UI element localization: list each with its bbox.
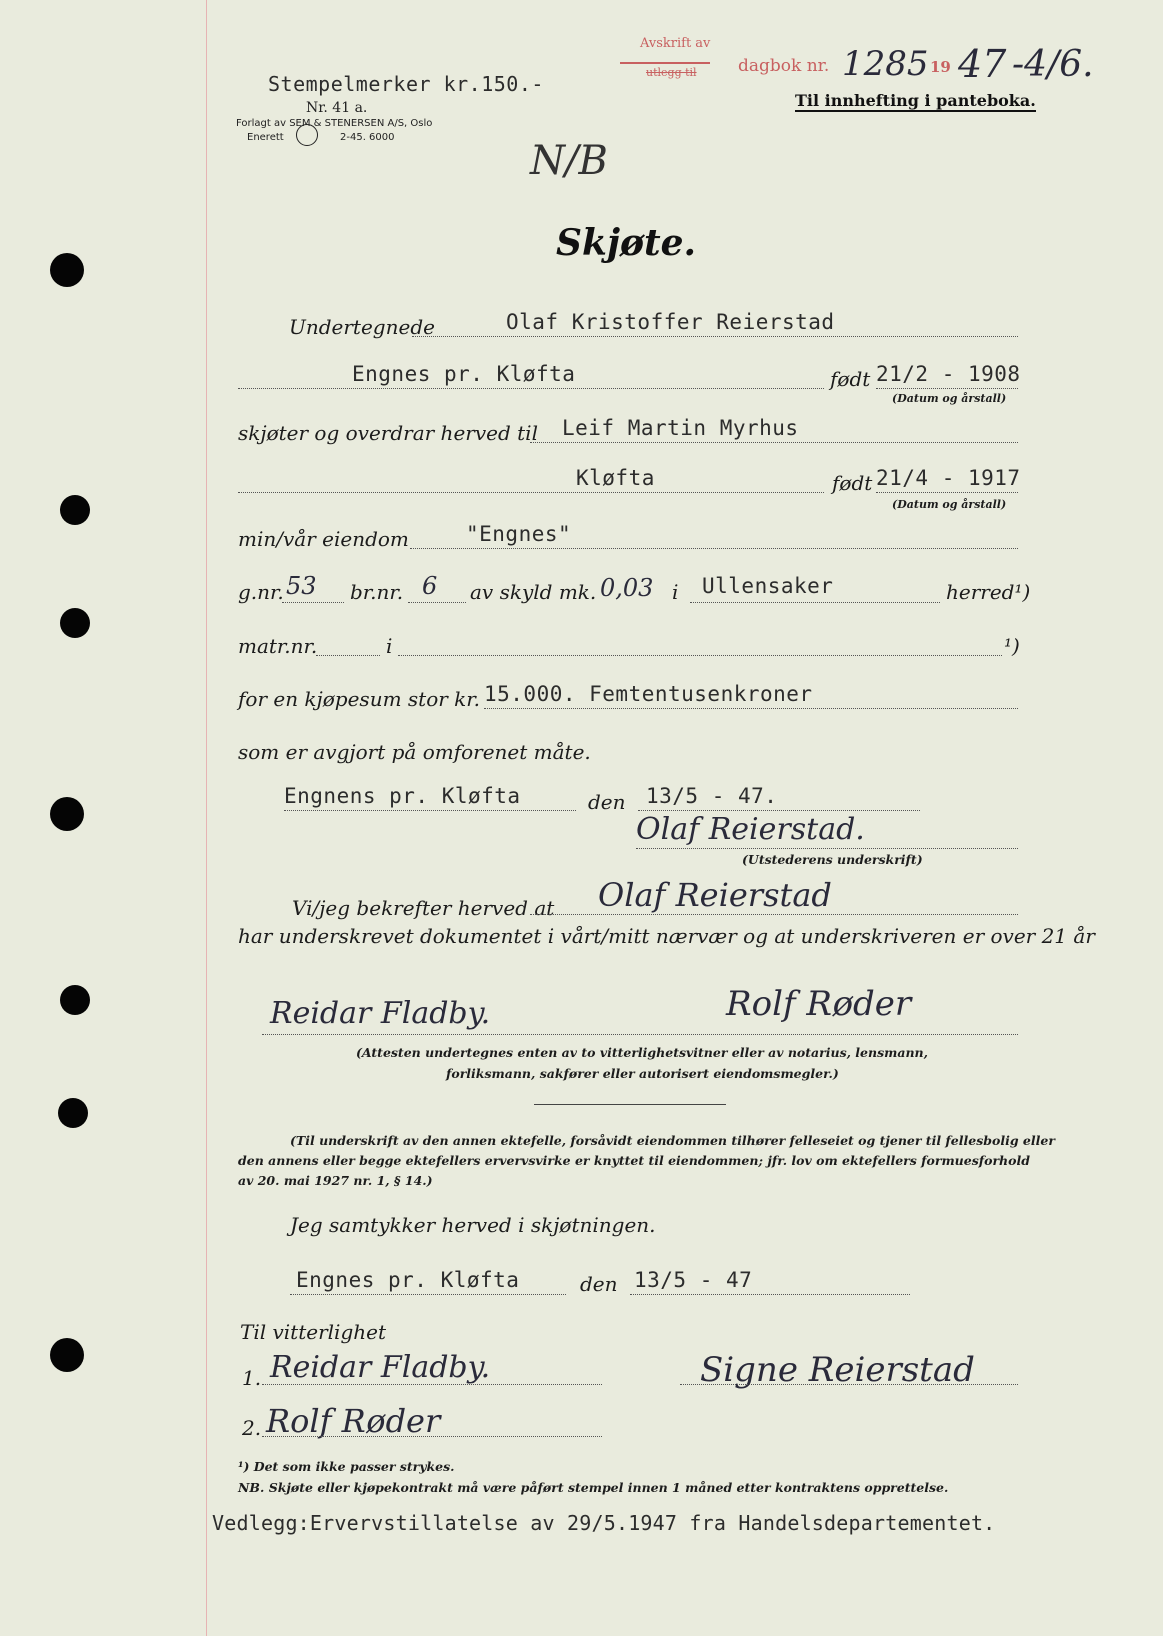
line-price xyxy=(484,708,1018,709)
buyer-datum-note: (Datum og årstall) xyxy=(892,498,1007,511)
skyld-label: av skyld mk. xyxy=(470,580,597,604)
publisher-logo xyxy=(296,124,318,146)
seller-address: Engnes pr. Kløfta xyxy=(352,362,576,386)
line-date-2 xyxy=(630,1294,910,1295)
witness-1-signature-bottom: Reidar Fladby. xyxy=(270,1350,491,1385)
skyld-i-label: i xyxy=(672,580,679,604)
stamp-avskrift: Avskrift av xyxy=(640,36,711,51)
vedlegg-line: Vedlegg:Ervervstillatelse av 29/5.1947 fra Handelsdepartementet. xyxy=(212,1511,996,1535)
buyer-address: Kløfta xyxy=(576,466,655,490)
kjopesum-label: for en kjøpesum stor kr. xyxy=(238,687,481,711)
skyld-value: 0,03 xyxy=(600,574,654,602)
line-witness-1 xyxy=(262,1384,602,1385)
property-name: "Engnes" xyxy=(466,522,572,546)
document-title: Skjøte. xyxy=(556,222,697,264)
innhefting-label: Til innhefting i panteboka. xyxy=(795,91,1036,110)
punch-hole-6 xyxy=(58,1098,88,1128)
line-matr xyxy=(316,655,380,656)
margin-line xyxy=(206,0,207,1636)
publisher-enerett: Enerett xyxy=(247,132,284,143)
matr-label: matr.nr. xyxy=(238,634,318,658)
stamp-utlegg: utlegg til xyxy=(646,66,697,79)
gnr-label: g.nr. xyxy=(238,580,284,604)
publisher-code: 2-45. 6000 xyxy=(340,132,395,143)
bekrefter-label: Vi/jeg bekrefter herved at xyxy=(292,896,555,920)
line-bekrefter xyxy=(530,914,1018,915)
dagbok-date: -4/6. xyxy=(1012,44,1094,85)
brnr-label: br.nr. xyxy=(350,580,404,604)
bekrefter-text: har underskrevet dokumentet i vårt/mitt nærvær og at underskriveren er over 21 år xyxy=(238,924,1095,948)
line-brnr xyxy=(408,602,466,603)
avgjort-text: som er avgjort på omforenet måte. xyxy=(238,740,591,764)
line-seller-signature xyxy=(636,848,1018,849)
seller-datum-note: (Datum og årstall) xyxy=(892,392,1007,405)
witness-number-1: 1. xyxy=(242,1366,262,1390)
dagbok-label: dagbok nr. xyxy=(738,56,830,76)
line-spouse-signature xyxy=(680,1384,1018,1385)
line-seller-born xyxy=(876,388,1018,389)
line-seller-address xyxy=(238,388,824,389)
line-property xyxy=(410,548,1018,549)
spouse-note-1: (Til underskrift av den annen ektefelle, forsåvidt eiendommen tilhører felleseiet og tjener til fellesbolig eller xyxy=(290,1133,1055,1148)
date-2: 13/5 - 47 xyxy=(634,1268,753,1292)
spouse-note-2: den annens eller begge ektefellers ervervsvirke er knyttet til eiendommen; jfr. lov om ektefellers formuesforhold xyxy=(238,1153,1030,1168)
matr-i-label: i xyxy=(386,634,393,658)
seller-fodt-label: født xyxy=(830,367,871,391)
dagbok-year: 47 xyxy=(958,42,1007,86)
line-date-1 xyxy=(638,810,920,811)
witness-2-signature-bottom: Rolf Røder xyxy=(266,1402,441,1440)
form-number: Nr. 41 a. xyxy=(306,100,368,116)
line-gnr xyxy=(282,602,344,603)
attest-note-2: forliksmann, sakfører eller autorisert eiendomsmegler.) xyxy=(446,1066,839,1081)
stamp-fee: Stempelmerker kr.150.- xyxy=(268,72,544,96)
section-divider xyxy=(534,1104,726,1105)
line-witness-2 xyxy=(262,1436,602,1437)
brnr-value: 6 xyxy=(422,572,438,600)
footnote-1: ¹) Det som ikke passer strykes. xyxy=(238,1459,455,1474)
dagbok-year-prefix: 19 xyxy=(930,58,951,76)
eiendom-label: min/vår eiendom xyxy=(238,527,409,551)
buyer-born: 21/4 - 1917 xyxy=(876,466,1021,490)
skjoter-label: skjøter og overdrar herved til xyxy=(238,421,538,445)
spouse-signature: Signe Reierstad xyxy=(700,1350,975,1390)
witness-1-signature: Reidar Fladby. xyxy=(270,996,491,1031)
place-date-2: Engnes pr. Kløfta xyxy=(296,1268,520,1292)
place-date-1: Engnens pr. Kløfta xyxy=(284,784,521,808)
dagbok-number: 1285 xyxy=(842,44,929,84)
den-label-2: den xyxy=(580,1272,618,1296)
punch-hole-1 xyxy=(50,253,84,287)
witness-number-2: 2. xyxy=(242,1416,262,1440)
line-buyer-born xyxy=(876,492,1018,493)
stamp-strike-line xyxy=(620,62,710,64)
margin-note: N/B xyxy=(530,138,608,184)
line-municipality xyxy=(690,602,940,603)
vitterlighet-label: Til vitterlighet xyxy=(240,1320,387,1344)
gnr-value: 53 xyxy=(286,572,317,600)
seller-signature: Olaf Reierstad. xyxy=(636,812,865,847)
date-1: 13/5 - 47. xyxy=(646,784,778,808)
attest-note-1: (Attesten undertegnes enten av to vitterlighetsvitner eller av notarius, lensmann, xyxy=(356,1045,928,1060)
seller-born: 21/2 - 1908 xyxy=(876,362,1021,386)
punch-hole-3 xyxy=(60,608,90,638)
line-place-2 xyxy=(290,1294,566,1295)
line-buyer-name xyxy=(530,442,1018,443)
publisher-line: Forlagt av SEM & STENERSEN A/S, Oslo xyxy=(236,118,433,129)
spouse-note-3: av 20. mai 1927 nr. 1, § 14.) xyxy=(238,1173,433,1188)
undertegnede-label: Undertegnede xyxy=(289,315,435,339)
line-matr-place xyxy=(398,655,1002,656)
line-buyer-address xyxy=(238,492,824,493)
den-label-1: den xyxy=(588,790,626,814)
seller-name: Olaf Kristoffer Reierstad xyxy=(506,310,835,334)
punch-hole-4 xyxy=(50,797,84,831)
punch-hole-2 xyxy=(60,495,90,525)
buyer-fodt-label: født xyxy=(832,471,873,495)
buyer-name: Leif Martin Myrhus xyxy=(562,416,799,440)
footnote-2: NB. Skjøte eller kjøpekontrakt må være påført stempel innen 1 måned etter kontraktens opprettelse. xyxy=(238,1480,949,1495)
price: 15.000. Femtentusenkroner xyxy=(484,682,813,706)
punch-hole-5 xyxy=(60,985,90,1015)
punch-hole-7 xyxy=(50,1338,84,1372)
witness-2-signature: Rolf Røder xyxy=(726,984,912,1024)
line-place-1 xyxy=(284,810,576,811)
municipality: Ullensaker xyxy=(702,574,834,598)
line-seller-name xyxy=(412,336,1018,337)
herred-label: herred¹) xyxy=(946,580,1031,604)
matr-footnote-mark: ¹) xyxy=(1004,634,1020,658)
utsteder-label: (Utstederens underskrift) xyxy=(742,852,923,867)
bekrefter-name: Olaf Reierstad xyxy=(598,876,832,914)
samtykker-text: Jeg samtykker herved i skjøtningen. xyxy=(290,1213,656,1237)
line-witnesses xyxy=(262,1034,1018,1035)
